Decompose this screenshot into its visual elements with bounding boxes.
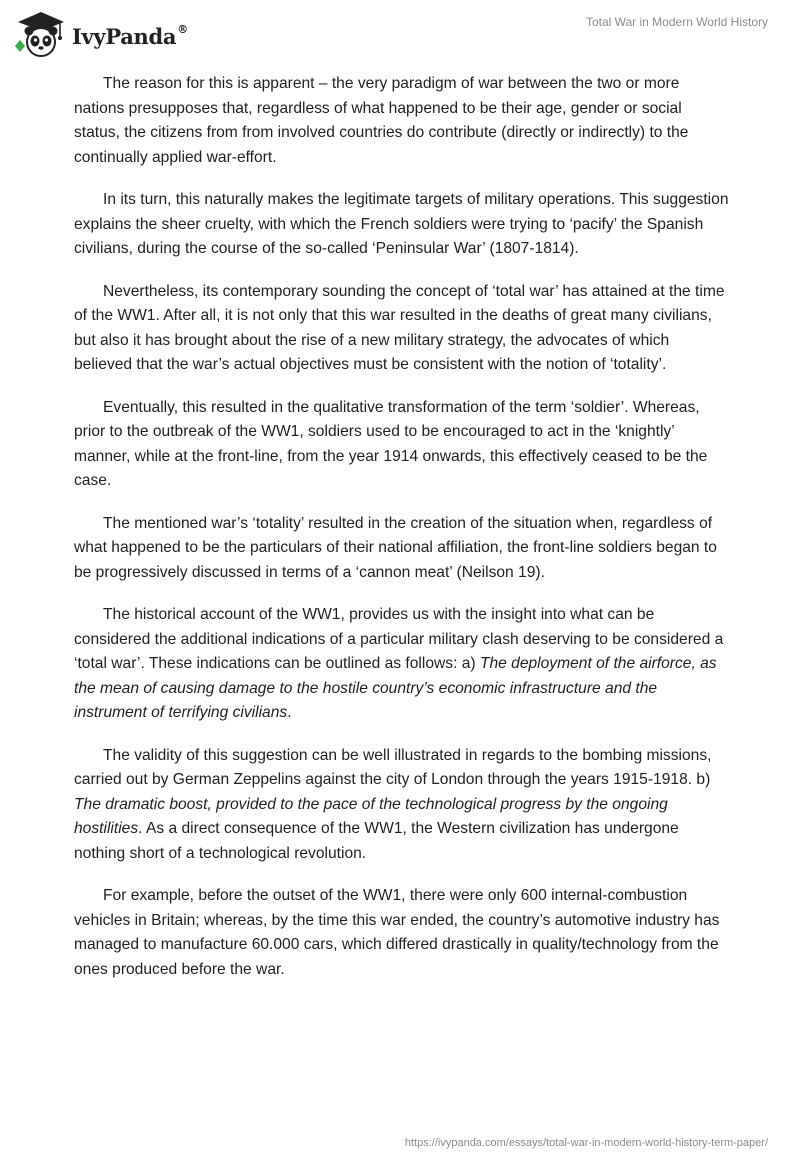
paragraph: For example, before the outset of the WW1, there were only 600 internal-combustion vehicles in Britain; whereas, by the time this war ended, the country’s automotive industry has managed to manufacture 60.000 cars, which differed drastically in quality/technology from the ones produced before the war. xyxy=(74,887,720,978)
source-url[interactable]: https://ivypanda.com/essays/total-war-in-modern-world-history-term-paper/ xyxy=(404,1137,768,1149)
paragraph: In its turn, this naturally makes the legitimate targets of military operations. This suggestion explains the sheer cruelty, with which the French soldiers were trying to ‘pacify’ the Spanish civilians, during the course of the so-called ‘Peninsular War’ (1807-1814). xyxy=(74,191,729,257)
paragraph: Eventually, this resulted in the qualitative transformation of the term ‘soldier’. Whereas, prior to the outbreak of the WW1, soldiers used to be encouraged to act in the ‘knightly’ manner, while at the front-line, from the year 1914 onwards, this effectively ceased to be the case. xyxy=(74,398,708,489)
document-title: Total War in Modern World History xyxy=(585,15,768,29)
site-logo[interactable] xyxy=(14,10,188,58)
paragraph: The mentioned war’s ‘totality’ resulted in the creation of the situation when, regardless of what happened to be the particulars of their national affiliation, the front-line soldiers began to be progressively discussed in terms of a ‘cannon meat’ (Neilson 19). xyxy=(74,514,717,581)
paragraph: The validity of this suggestion can be well illustrated in regards to the bombing missions, carried out by German Zeppelins against the city of London through the years 1915-1918. b) The dramatic boost, provided to the pace of the technological progress by the ongoing hostilities. As a direct consequence of the WW1, the Western civilization has undergone nothing short of a technological revolution. xyxy=(74,746,712,862)
panda-graduate-icon xyxy=(14,10,68,58)
emphasis: The deployment of the airforce, as the mean of causing damage to the hostile country’s economic infrastructure and the instrument of terrifying civilians xyxy=(74,655,717,721)
paragraph: The reason for this is apparent – the very paradigm of war between the two or more nations presupposes that, regardless of what happened to be their age, gender or social status, the citizens from from involved countries do contribute (directly or indirectly) to the continually applied war-effort. xyxy=(74,75,689,166)
emphasis: The dramatic boost, provided to the pace of the technological progress by the ongoing hostilities xyxy=(74,795,668,837)
paragraph: The historical account of the WW1, provides us with the insight into what can be considered the additional indications of a particular military clash deserving to be considered a ‘total war’. These indications can be outlined as follows: a) The deployment of the airforce, as the mean of causing damage to the hostile country’s economic infrastructure and the instrument of terrifying civilians. xyxy=(74,606,724,721)
logo-wordmark: IvyPanda® xyxy=(72,22,188,49)
paragraph: Nevertheless, its contemporary sounding the concept of ‘total war’ has attained at the time of the WW1. After all, it is not only that this war resulted in the deaths of great many civilians, but also it has brought about the rise of a new military strategy, the advocates of which believed that the war’s actual objectives must be consistent with the notion of ‘totality’. xyxy=(74,282,725,373)
essay-body xyxy=(74,72,730,1000)
